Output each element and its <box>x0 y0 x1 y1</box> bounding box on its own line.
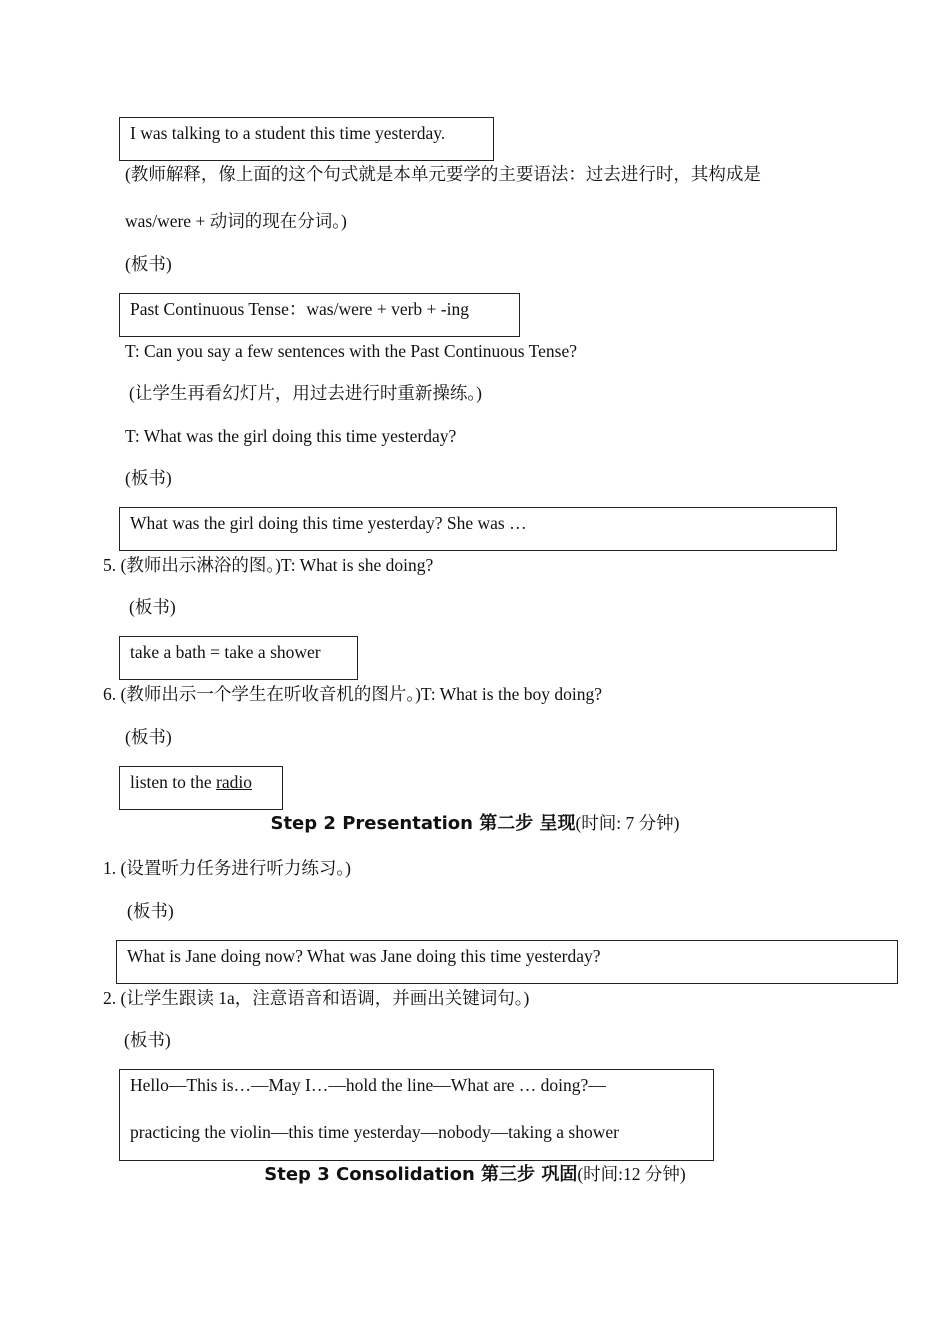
instruction-slides: (让学生再看幻灯片，用过去进行时重新操练。) <box>129 383 482 403</box>
board-label: (板书) <box>125 727 172 747</box>
step-2-title: Step 2 Presentation 第二步 呈现 <box>270 813 576 834</box>
board-box-girl-question <box>119 507 837 551</box>
teacher-question-2: T: What was the girl doing this time yesterday? <box>125 426 457 446</box>
step-3-title: Step 3 Consolidation 第三步 巩固 <box>264 1164 578 1185</box>
board-label: (板书) <box>129 597 176 617</box>
board-label: (板书) <box>125 468 172 488</box>
board-box-text-line-2: practicing the violin—this time yesterday—nobody—taking a shower <box>130 1122 619 1142</box>
board-box-text: I was talking to a student this time yesterday. <box>130 123 446 143</box>
item-6: 6. (教师出示一个学生在听收音机的图片。)T: What is the boy doing? <box>103 684 602 704</box>
step-2-time: (时间: 7 分钟) <box>575 813 680 833</box>
board-label: (板书) <box>124 1030 171 1050</box>
board-box-grammar-rule <box>119 293 520 337</box>
board-box-example-sentence <box>119 117 494 161</box>
board-box-jane-questions <box>116 940 898 984</box>
board-box-text: Past Continuous Tense：was/were + verb + -ing <box>130 299 469 319</box>
step-3-time: (时间:12 分钟) <box>577 1164 686 1184</box>
board-box-key-phrases <box>119 1069 714 1161</box>
board-box-text-prefix: listen to the <box>130 772 217 792</box>
item-5: 5. (教师出示淋浴的图。)T: What is she doing? <box>103 555 434 575</box>
board-box-text: What was the girl doing this time yesterday? She was … <box>130 513 527 533</box>
board-box-radio <box>119 766 283 810</box>
board-label: (板书) <box>127 901 174 921</box>
board-box-text-line-1: Hello—This is…—May I…—hold the line—What are … doing?— <box>130 1075 606 1095</box>
teacher-explanation-line-2: was/were + 动词的现在分词。) <box>125 211 347 231</box>
step-2-item-1: 1. (设置听力任务进行听力练习。) <box>103 858 351 878</box>
board-box-text: take a bath = take a shower <box>130 642 321 662</box>
board-label: (板书) <box>125 254 172 274</box>
board-box-underlined-word: radio <box>216 772 252 792</box>
teacher-explanation-line-1: (教师解释，像上面的这个句式就是本单元要学的主要语法：过去进行时，其构成是 <box>125 164 761 184</box>
step-2-heading <box>0 815 950 833</box>
step-2-item-2: 2. (让学生跟读 1a，注意语音和语调，并画出关键词句。) <box>103 988 530 1008</box>
board-box-shower <box>119 636 358 680</box>
board-box-text <box>130 774 252 792</box>
board-box-text: What is Jane doing now? What was Jane doing this time yesterday? <box>127 946 601 966</box>
teacher-question-1: T: Can you say a few sentences with the Past Continuous Tense? <box>125 341 578 361</box>
step-3-heading <box>0 1166 950 1184</box>
